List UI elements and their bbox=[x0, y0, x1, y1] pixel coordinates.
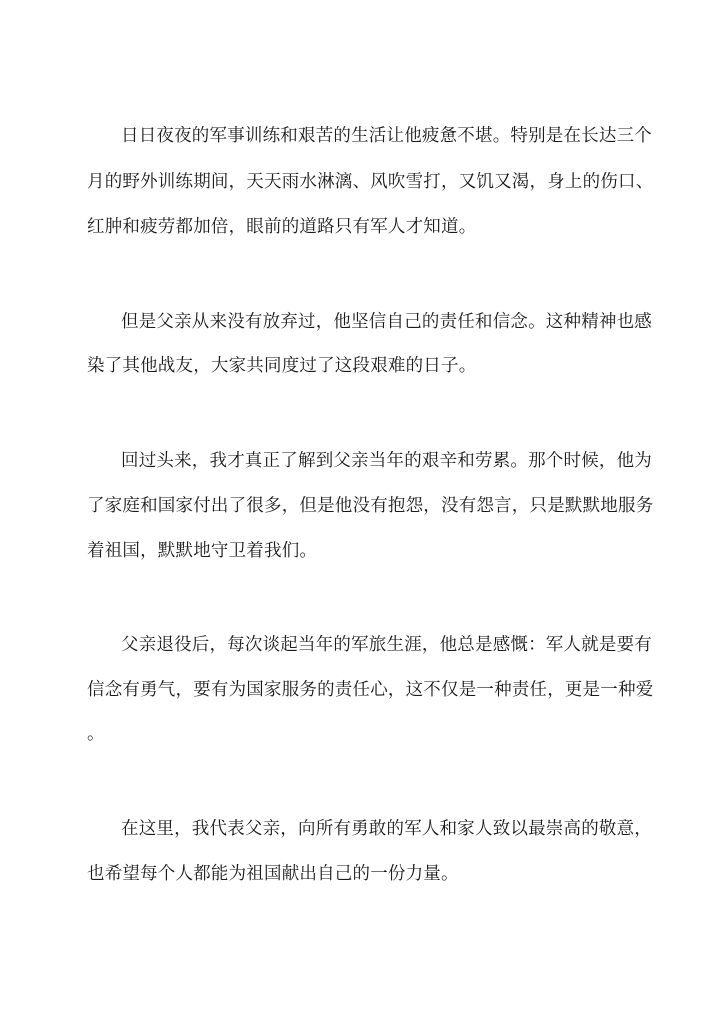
paragraph-line: 。 bbox=[87, 724, 105, 744]
paragraph-line: 了家庭和国家付出了很多，但是他没有抱怨，没有怨言，只是默默地服务 bbox=[87, 496, 654, 516]
paragraph-line: 但是父亲从来没有放弃过，他坚信自己的责任和信念。这种精神也感 bbox=[121, 312, 652, 332]
paragraph-line: 月的野外训练期间，天天雨水淋漓、风吹雪打，又饥又渴，身上的伤口、 bbox=[87, 172, 654, 192]
paragraph-line: 信念有勇气，要有为国家服务的责任心，这不仅是一种责任，更是一种爱 bbox=[87, 680, 654, 700]
paragraph-line: 父亲退役后，每次谈起当年的军旅生涯，他总是感慨：军人就是要有 bbox=[121, 635, 652, 655]
paragraph-line: 红肿和疲劳都加倍，眼前的道路只有军人才知道。 bbox=[87, 217, 477, 237]
paragraph-line: 染了其他战友，大家共同度过了这段艰难的日子。 bbox=[87, 356, 477, 376]
paragraph-line: 着祖国，默默地守卫着我们。 bbox=[87, 541, 318, 561]
paragraph-line: 在这里，我代表父亲，向所有勇敢的军人和家人致以最崇高的敬意， bbox=[121, 819, 652, 839]
paragraph-line: 日日夜夜的军事训练和艰苦的生活让他疲惫不堪。特别是在长达三个 bbox=[121, 126, 652, 146]
paragraph-line: 回过头来，我才真正了解到父亲当年的艰辛和劳累。那个时候，他为 bbox=[121, 451, 652, 471]
paragraph-line: 也希望每个人都能为祖国献出自己的一份力量。 bbox=[87, 864, 459, 884]
